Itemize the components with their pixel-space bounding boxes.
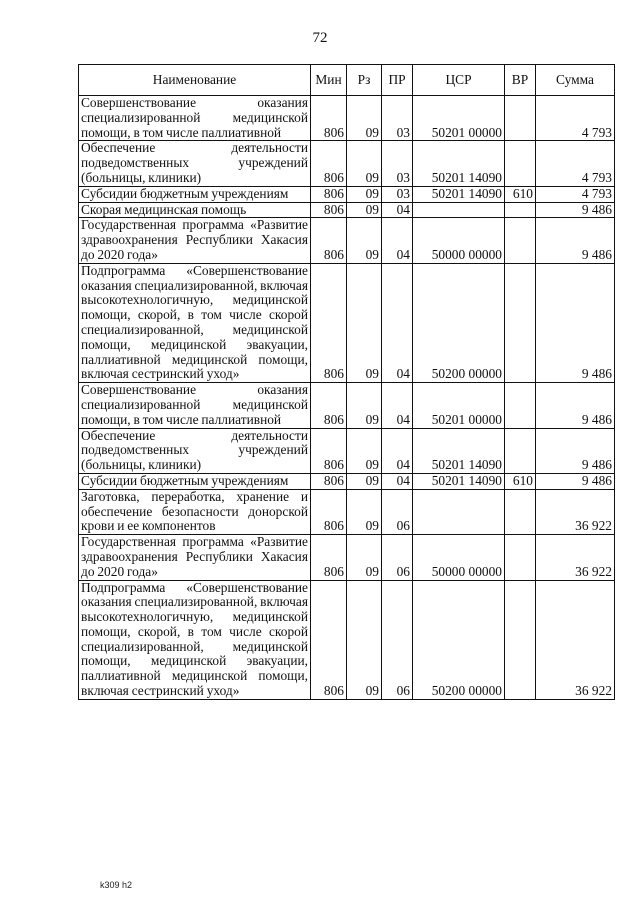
cell-min: 806 [311, 473, 347, 489]
cell-vr [505, 218, 536, 263]
cell-rz: 09 [347, 428, 382, 473]
cell-sum: 9 486 [536, 218, 615, 263]
table-row [79, 383, 615, 428]
cell-pr: 06 [382, 580, 413, 699]
cell-sum: 4 793 [536, 186, 615, 202]
header-csr: ЦСР [413, 65, 505, 96]
header-rz: Рз [347, 65, 382, 96]
cell-vr [505, 96, 536, 141]
header-min: Мин [311, 65, 347, 96]
cell-csr: 50000 00000 [413, 535, 505, 580]
cell-min: 806 [311, 202, 347, 218]
header-pr: ПР [382, 65, 413, 96]
cell-min: 806 [311, 96, 347, 141]
cell-sum: 36 922 [536, 580, 615, 699]
table-row [79, 263, 615, 382]
cell-sum: 9 486 [536, 473, 615, 489]
cell-name: Обеспечение деятельности подведомственных учреждений (больницы, клиники) [79, 428, 311, 473]
cell-pr: 03 [382, 96, 413, 141]
header-row [79, 65, 615, 96]
page-number: 72 [312, 30, 328, 46]
header-sum: Сумма [536, 65, 615, 96]
table-row [79, 202, 615, 218]
table-row [79, 141, 615, 186]
cell-csr: 50201 14090 [413, 186, 505, 202]
cell-sum: 9 486 [536, 383, 615, 428]
cell-vr [505, 580, 536, 699]
cell-pr: 06 [382, 535, 413, 580]
cell-min: 806 [311, 535, 347, 580]
cell-name: Субсидии бюджетным учреждениям [79, 186, 311, 202]
cell-rz: 09 [347, 489, 382, 534]
cell-sum: 9 486 [536, 428, 615, 473]
cell-pr: 03 [382, 186, 413, 202]
cell-name: Государственная программа «Развитие здравоохранения Республики Хакасия до 2020 года» [79, 218, 311, 263]
cell-pr: 04 [382, 202, 413, 218]
cell-min: 806 [311, 383, 347, 428]
cell-sum: 4 793 [536, 141, 615, 186]
cell-min: 806 [311, 580, 347, 699]
cell-pr: 04 [382, 473, 413, 489]
cell-name: Обеспечение деятельности подведомственных учреждений (больницы, клиники) [79, 141, 311, 186]
footer-code: k309 h2 [100, 880, 133, 890]
cell-vr [505, 141, 536, 186]
cell-pr: 04 [382, 383, 413, 428]
cell-rz: 09 [347, 186, 382, 202]
cell-csr [413, 202, 505, 218]
cell-csr: 50201 14090 [413, 473, 505, 489]
table-row [79, 218, 615, 263]
cell-name: Государственная программа «Развитие здравоохранения Республики Хакасия до 2020 года» [79, 535, 311, 580]
cell-sum: 9 486 [536, 263, 615, 382]
cell-vr [505, 383, 536, 428]
cell-name: Субсидии бюджетным учреждениям [79, 473, 311, 489]
table-row [79, 473, 615, 489]
cell-name: Скорая медицинская помощь [79, 202, 311, 218]
cell-csr: 50201 14090 [413, 428, 505, 473]
cell-pr: 04 [382, 218, 413, 263]
cell-name: Подпрограмма «Совершенствование оказания специализированной, включая высокотехнологичную, медицинской помощи, скорой, в том числе скорой специализированной, медицинской помощи, медицинской эвакуации, паллиативной медицинской помощи, включая сестринский уход» [79, 263, 311, 382]
cell-vr [505, 489, 536, 534]
cell-sum: 9 486 [536, 202, 615, 218]
cell-vr: 610 [505, 473, 536, 489]
cell-csr: 50201 00000 [413, 383, 505, 428]
cell-rz: 09 [347, 580, 382, 699]
cell-csr: 50200 00000 [413, 580, 505, 699]
table-row [79, 535, 615, 580]
header-name: Наименование [79, 65, 311, 96]
budget-table [78, 64, 615, 700]
cell-rz: 09 [347, 141, 382, 186]
cell-vr [505, 535, 536, 580]
cell-min: 806 [311, 263, 347, 382]
cell-min: 806 [311, 489, 347, 534]
cell-name: Подпрограмма «Совершенствование оказания специализированной, включая высокотехнологичную, медицинской помощи, скорой, в том числе скорой специализированной, медицинской помощи, медицинской эвакуации, паллиативной медицинской помощи, включая сестринский уход» [79, 580, 311, 699]
cell-name: Совершенствование оказания специализированной медицинской помощи, в том числе паллиативной [79, 383, 311, 428]
cell-min: 806 [311, 218, 347, 263]
cell-sum: 36 922 [536, 489, 615, 534]
table-row [79, 580, 615, 699]
cell-csr [413, 489, 505, 534]
cell-vr [505, 202, 536, 218]
cell-name: Совершенствование оказания специализированной медицинской помощи, в том числе паллиативной [79, 96, 311, 141]
cell-csr: 50201 00000 [413, 96, 505, 141]
cell-name: Заготовка, переработка, хранение и обеспечение безопасности донорской крови и ее компонентов [79, 489, 311, 534]
table-row [79, 428, 615, 473]
cell-rz: 09 [347, 202, 382, 218]
header-vr: ВР [505, 65, 536, 96]
cell-min: 806 [311, 428, 347, 473]
cell-pr: 03 [382, 141, 413, 186]
cell-rz: 09 [347, 263, 382, 382]
cell-csr: 50000 00000 [413, 218, 505, 263]
cell-rz: 09 [347, 383, 382, 428]
cell-csr: 50200 00000 [413, 263, 505, 382]
cell-rz: 09 [347, 218, 382, 263]
table-row [79, 489, 615, 534]
cell-min: 806 [311, 186, 347, 202]
cell-rz: 09 [347, 535, 382, 580]
cell-sum: 36 922 [536, 535, 615, 580]
cell-rz: 09 [347, 473, 382, 489]
table-row [79, 96, 615, 141]
cell-min: 806 [311, 141, 347, 186]
cell-vr: 610 [505, 186, 536, 202]
cell-rz: 09 [347, 96, 382, 141]
table-row [79, 186, 615, 202]
cell-pr: 04 [382, 263, 413, 382]
table-body [79, 96, 615, 700]
cell-csr: 50201 14090 [413, 141, 505, 186]
cell-vr [505, 428, 536, 473]
cell-pr: 04 [382, 428, 413, 473]
cell-sum: 4 793 [536, 96, 615, 141]
cell-vr [505, 263, 536, 382]
cell-pr: 06 [382, 489, 413, 534]
